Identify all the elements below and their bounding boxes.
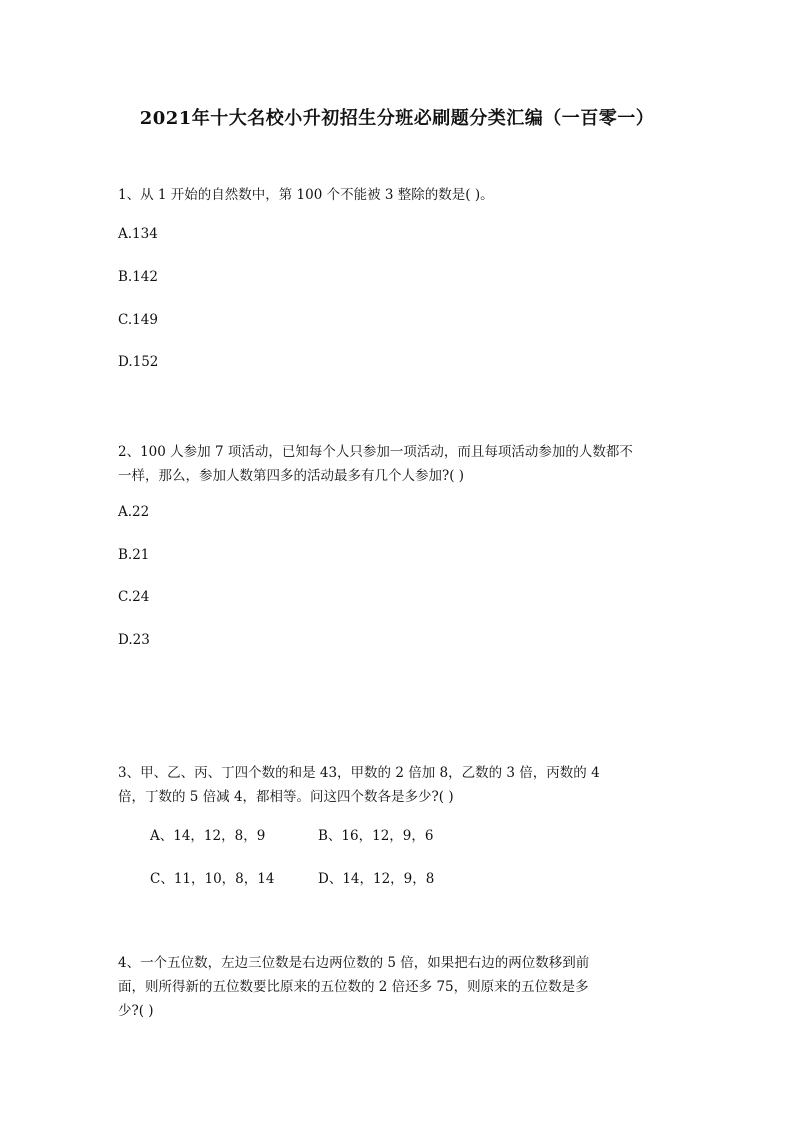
question-1-stem: 1、从 1 开始的自然数中，第 100 个不能被 3 整除的数是( )。 — [118, 187, 494, 203]
question-1-option-b: B.142 — [118, 269, 158, 285]
question-3-option-d: D、14，12，9，8 — [318, 871, 435, 887]
question-2-option-b: B.21 — [118, 547, 150, 563]
question-3-option-a: A、14，12，8，9 — [150, 828, 266, 844]
question-1-option-d: D.152 — [118, 354, 159, 370]
question-4-stem-line-3: 少?( ) — [118, 1003, 154, 1019]
question-2-option-c: C.24 — [118, 589, 150, 605]
question-4-stem-line-1: 4、一个五位数，左边三位数是右边两位数的 5 倍，如果把右边的两位数移到前 — [118, 955, 590, 971]
question-3-stem-line-1: 3、甲、乙、丙、丁四个数的和是 43，甲数的 2 倍加 8，乙数的 3 倍，丙数的 4 — [118, 765, 600, 781]
question-2-option-a: A.22 — [118, 504, 150, 520]
question-4-stem-line-2: 面，则所得新的五位数要比原来的五位数的 2 倍还多 75，则原来的五位数是多 — [118, 979, 589, 995]
page-title: 2021年十大名校小升初招生分班必刷题分类汇编（一百零一） — [139, 108, 655, 129]
question-3-option-c: C、11，10，8，14 — [150, 871, 275, 887]
question-1-option-a: A.134 — [118, 226, 158, 242]
question-2-stem-line-2: 一样，那么，参加人数第四多的活动最多有几个人参加?( ) — [118, 468, 465, 484]
question-1-option-c: C.149 — [118, 312, 158, 328]
question-2-option-d: D.23 — [118, 632, 150, 648]
question-3-stem-line-2: 倍，丁数的 5 倍减 4，都相等。问这四个数各是多少?( ) — [118, 789, 454, 805]
question-2-stem-line-1: 2、100 人参加 7 项活动，已知每个人只参加一项活动，而且每项活动参加的人数都不 — [118, 444, 633, 460]
question-3-option-b: B、16，12，9，6 — [318, 828, 434, 844]
